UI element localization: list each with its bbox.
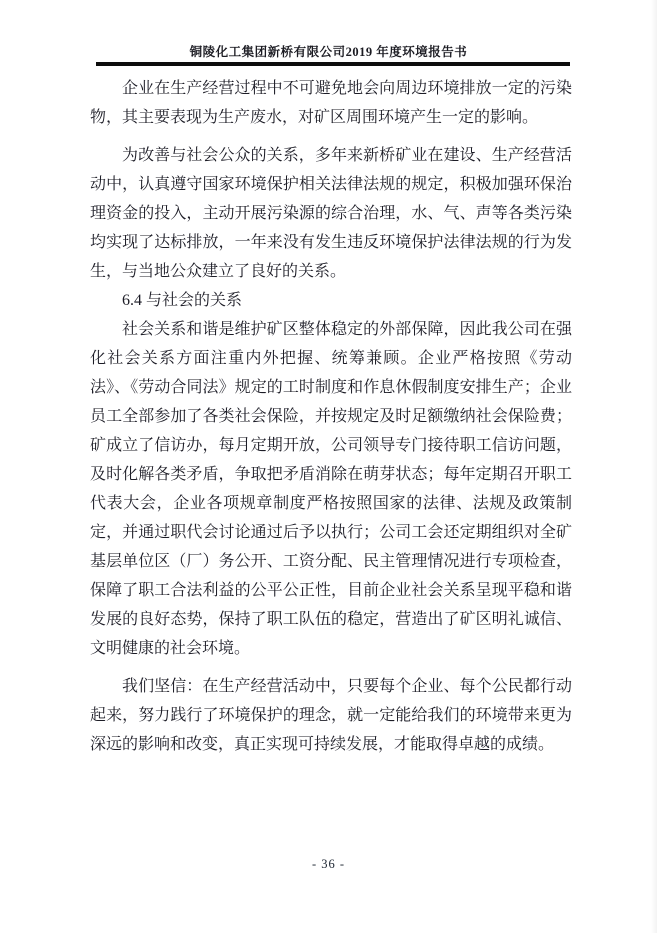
paragraph-public-relations: 为改善与社会公众的关系，多年来新桥矿业在建设、生产经营活动中，认真遵守国家环境保护相关法律法规的规定，积极加强环保治理资金的投入，主动开展污染源的综合治理，水、气、声等各类污染均实现了达标排放，一年来没有发生违反环境保护法律法规的行为发生，与当地公众建立了良好的关系。 xyxy=(90,147,572,280)
header-rule xyxy=(96,62,570,66)
paragraph-social-relations: 社会关系和谐是维护矿区整体稳定的外部保障，因此我公司在强化社会关系方面注重内外把握、统筹兼顾。企业严格按照《劳动法》、《劳动合同法》规定的工时制度和作息休假制度安排生产；企业员工全部参加了各类社会保险，并按规定及时足额缴纳社会保险费；矿成立了信访办，每月定期开放，公司领导专门接待职工信访问题，及时化解各类矛盾，争取把矛盾消除在萌芽状态；每年定期召开职工代表大会，企业各项规章制度严格按照国家的法律、法规及政策制定，并通过职代会讨论通过后予以执行；公司工会还定期组织对全矿基层单位区（厂）务公开、工资分配、民主管理情况进行专项检查，保障了职工合法利益的公平公正性，目前企业社会关系呈现平稳和谐发展的良好态势，保持了职工队伍的稳定，营造出了矿区明礼诚信、文明健康的社会环境。 xyxy=(90,321,572,657)
paragraph-conclusion: 我们坚信：在生产经营活动中，只要每个企业、每个公民都行动起来，努力践行了环境保护的理念，就一定能给我们的环境带来更为深远的影响和改变，真正实现可持续发展，才能取得卓越的成绩。 xyxy=(90,678,572,753)
document-body xyxy=(90,74,572,759)
document-header-title: 铜陵化工集团新桥有限公司2019 年度环境报告书 xyxy=(189,45,468,59)
page-number: - 36 - xyxy=(311,857,346,871)
paragraph-pollution-intro: 企业在生产经营过程中不可避免地会向周边环境排放一定的污染物，其主要表现为生产废水，对矿区周围环境产生一定的影响。 xyxy=(90,80,572,126)
section-heading-6-4: 6.4 与社会的关系 xyxy=(122,292,243,309)
